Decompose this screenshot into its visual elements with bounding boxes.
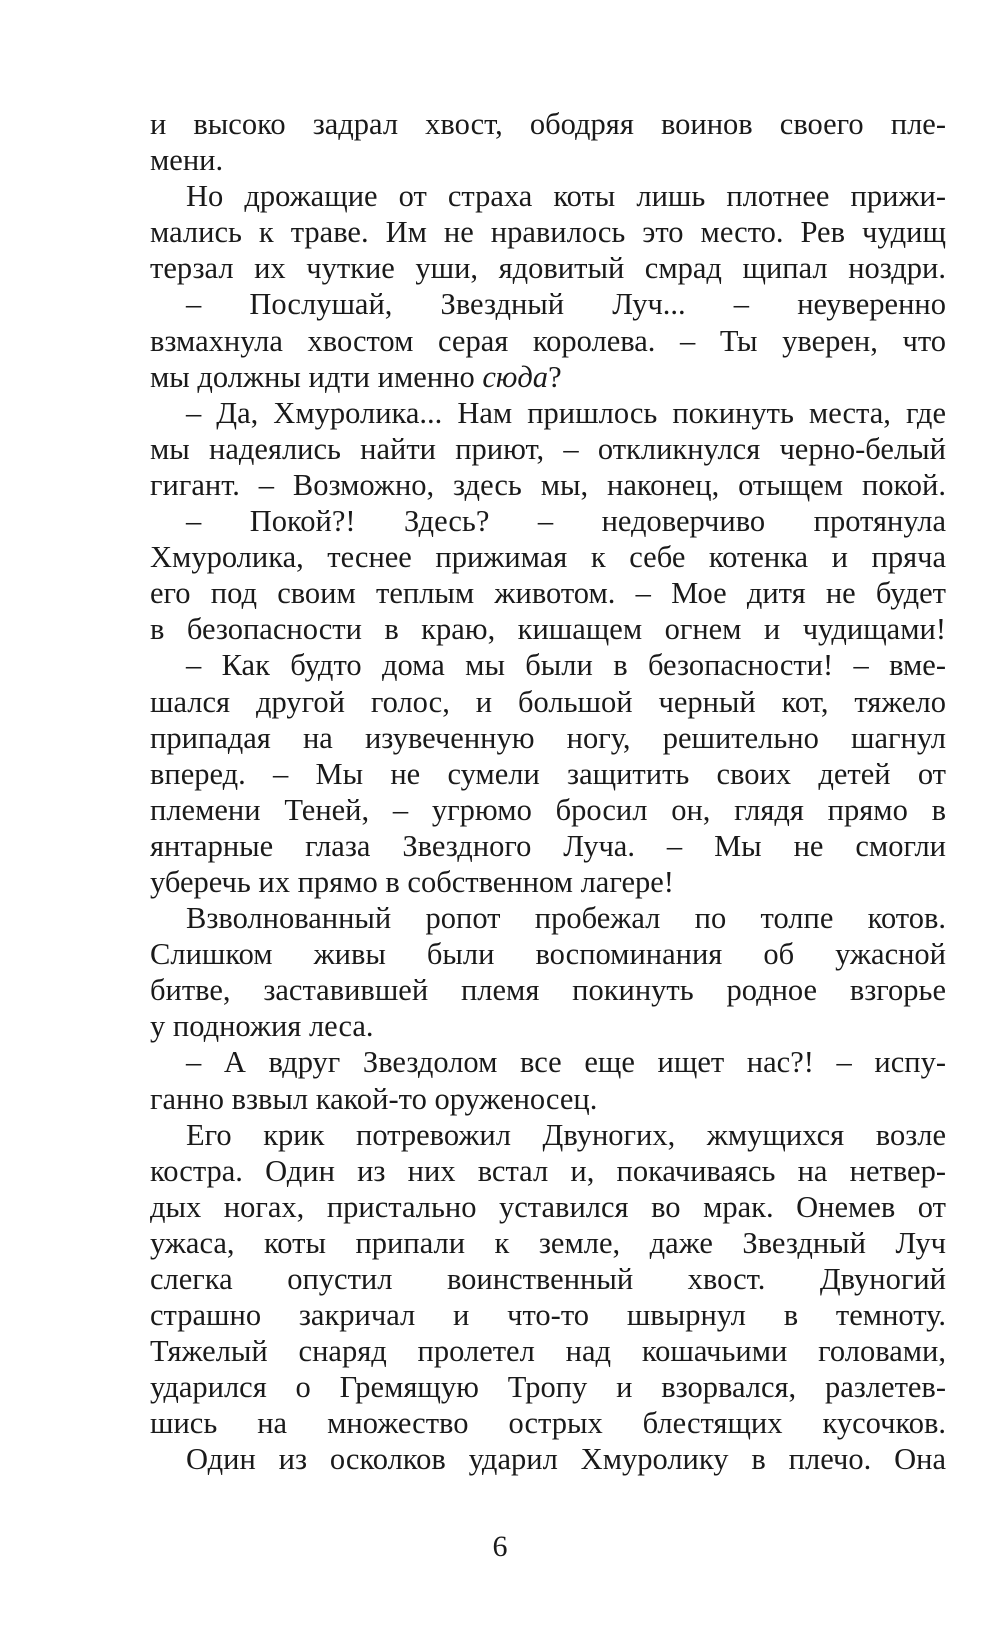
text-line: шался другой голос, и большой черный кот, тяжело [150,684,946,719]
text-line [150,359,946,395]
text-segment: ? [548,359,562,394]
text-line: у подножия леса. [150,1009,374,1044]
text-line: гигант. – Возможно, здесь мы, наконец, отыщем покой. [150,467,946,502]
text-line: мени. [150,143,224,178]
text-line: и высоко задрал хвост, ободряя воинов своего пле- [150,107,946,141]
text-line: Его крик потревожил Двуногих, жмущихся возле [186,1117,946,1152]
text-line: костра. Один из них встал и, покачиваясь на нетвер- [150,1153,946,1188]
text-line: Но дрожащие от страха коты лишь плотнее прижи- [186,179,946,214]
paragraph [150,286,946,394]
text-line: Один из осколков ударил Хмуролику в плечо. Она [186,1442,946,1477]
paragraph [150,1044,946,1116]
text-line: ганно взвыл какой-то оруженосец. [150,1081,598,1116]
paragraph [150,900,946,1044]
italic-text: сюда [482,359,549,394]
text-line: – Послушай, Звездный Луч... – неуверенно [186,287,946,322]
text-line: взмахнула хвостом серая королева. – Ты уверен, что [150,323,946,358]
text-line: ужаса, коты припали к земле, даже Звездный Луч [150,1225,946,1260]
paragraph [150,647,946,900]
text-line: страшно закричал и что-то швырнул в темноту. [150,1298,946,1333]
paragraph [150,1441,946,1477]
paragraph [150,395,946,503]
text-line: ударился о Гремящую Тропу и взорвался, разлетев- [150,1370,946,1405]
text-line: – А вдруг Звездолом все еще ищет нас?! – испу- [186,1045,946,1080]
text-line: мались к траве. Им не нравилось это место. Рев чудищ [150,215,946,250]
text-line: вперед. – Мы не сумели защитить своих детей от [150,756,946,791]
text-line: Слишком живы были воспоминания об ужасной [150,937,946,972]
text-line: шись на множество острых блестящих кусочков. [150,1406,946,1441]
text-segment: мы должны идти именно [150,359,483,394]
paragraph [150,178,946,286]
text-line: его под своим теплым животом. – Мое дитя не будет [150,576,946,611]
text-line: племени Теней, – угрюмо бросил он, глядя прямо в [150,792,946,827]
page-number: 6 [492,1530,508,1563]
text-line: янтарные глаза Звездного Луча. – Мы не смогли [150,828,946,863]
paragraph [150,503,946,647]
book-page-text [150,106,946,1478]
text-line: – Да, Хмуролика... Нам пришлось покинуть места, где [186,395,946,430]
text-line: Тяжелый снаряд пролетел над кошачьими головами, [150,1334,946,1369]
text-line: припадая на изувеченную ногу, решительно шагнул [150,720,946,755]
text-line: Взволнованный ропот пробежал по толпе котов. [186,901,946,936]
paragraph [150,1117,946,1442]
text-line: мы надеялись найти приют, – откликнулся черно-белый [150,431,946,466]
text-line: – Как будто дома мы были в безопасности! – вме- [186,648,946,683]
text-line: Хмуролика, теснее прижимая к себе котенка и пряча [150,540,946,575]
text-line: битве, заставившей племя покинуть родное взгорье [150,973,946,1008]
text-line: терзал их чуткие уши, ядовитый смрад щипал ноздри. [150,251,946,286]
text-line: в безопасности в краю, кишащем огнем и чудищами! [150,612,946,647]
paragraph [150,106,946,178]
text-line: слегка опустил воинственный хвост. Двуногий [150,1262,946,1296]
text-line: – Покой?! Здесь? – недоверчиво протянула [186,504,946,539]
text-line: дых ногах, пристально уставился во мрак. Онемев от [150,1189,946,1224]
text-line: уберечь их прямо в собственном лагере! [150,864,674,899]
